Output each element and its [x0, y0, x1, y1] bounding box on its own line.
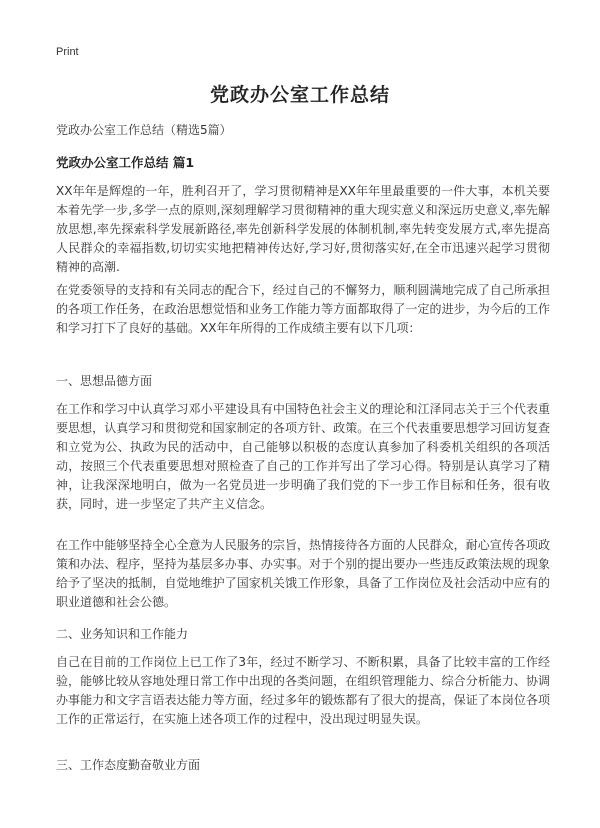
subheading-skills: 二、业务知识和工作能力 — [56, 627, 189, 641]
paragraph-ideology-service: 在工作中能够坚持全心全意为人民服务的宗旨，热情接待各方面的人民群众，耐心宣传各项政策和办法、程序，坚持为基层多办事、办实事。对于个别的提出要办一些违反政策法规的现象给予了坚决的抵制，自觉地维护了国家机关饿工作形象，具备了工作岗位及社会活动中应有的职业道德和社会公德。 — [56, 538, 550, 609]
paragraph-ideology-study: 在工作和学习中认真学习邓小平建设具有中国特色社会主义的理论和江泽同志关于三个代表重要思想，认真学习和贯彻党和国家制定的各项方针、政策。在三个代表重要思想学习回访复查和立党为公、执政为民的活动中，自己能够以积极的态度认真参加了科委机关组织的各项活动，按照三个代表重要思想对照检查了自己的工作并写出了学习心得。特别是认真学习了精神，让我深深地明白，做为一名党员进一步明确了我们党的下一步工作目标和任务，很有收获，同时，进一步坚定了共产主义信念。 — [56, 402, 550, 511]
paragraph-summary: 在党委领导的支持和有关同志的配合下，经过自己的不懈努力，顺利圆满地完成了自己所承担的各项工作任务，在政治思想觉悟和业务工作能力等方面都取得了一定的进步，为今后的工作和学习打下了良好的基础。XX年年所得的工作成绩主要有以下几项： — [56, 283, 550, 335]
document-subtitle: 党政办公室工作总结（精选5篇） — [56, 123, 232, 137]
section-heading: 党政办公室工作总结 篇1 — [56, 155, 195, 170]
subheading-ideology: 一、思想品德方面 — [56, 374, 153, 388]
paragraph-intro: XX年年是辉煌的一年，胜利召开了，学习贯彻精神是XX年年里最重要的一件大事，本机关要本着先学一步,多学一点的原则,深刻理解学习贯彻精神的重大现实意义和深远历史意义,率先解放思想,率先探索科学发展新路径,率先创新科学发展的体制机制,率先转变发展方式,率先提高人民群众的幸福指数,切切实实地把精神传达好,学习好,贯彻落实好,在全市迅速兴起学习贯彻精神的高潮. — [56, 184, 550, 274]
print-link[interactable]: Print — [56, 46, 79, 58]
subheading-attitude: 三、工作态度勤奋敬业方面 — [56, 758, 201, 772]
paragraph-skills: 自己在目前的工作岗位上已工作了3年，经过不断学习、不断积累，具备了比较丰富的工作经验，能够比较从容地处理日常工作中出现的各类问题，在组织管理能力、综合分析能力、协调办事能力和文字言语表达能力等方面，经过多年的锻炼都有了很大的提高，保证了本岗位各项工作的正常运行，在实施上述各项工作的过程中，没出现过明显失误。 — [56, 655, 550, 726]
page-title: 党政办公室工作总结 — [209, 84, 390, 106]
